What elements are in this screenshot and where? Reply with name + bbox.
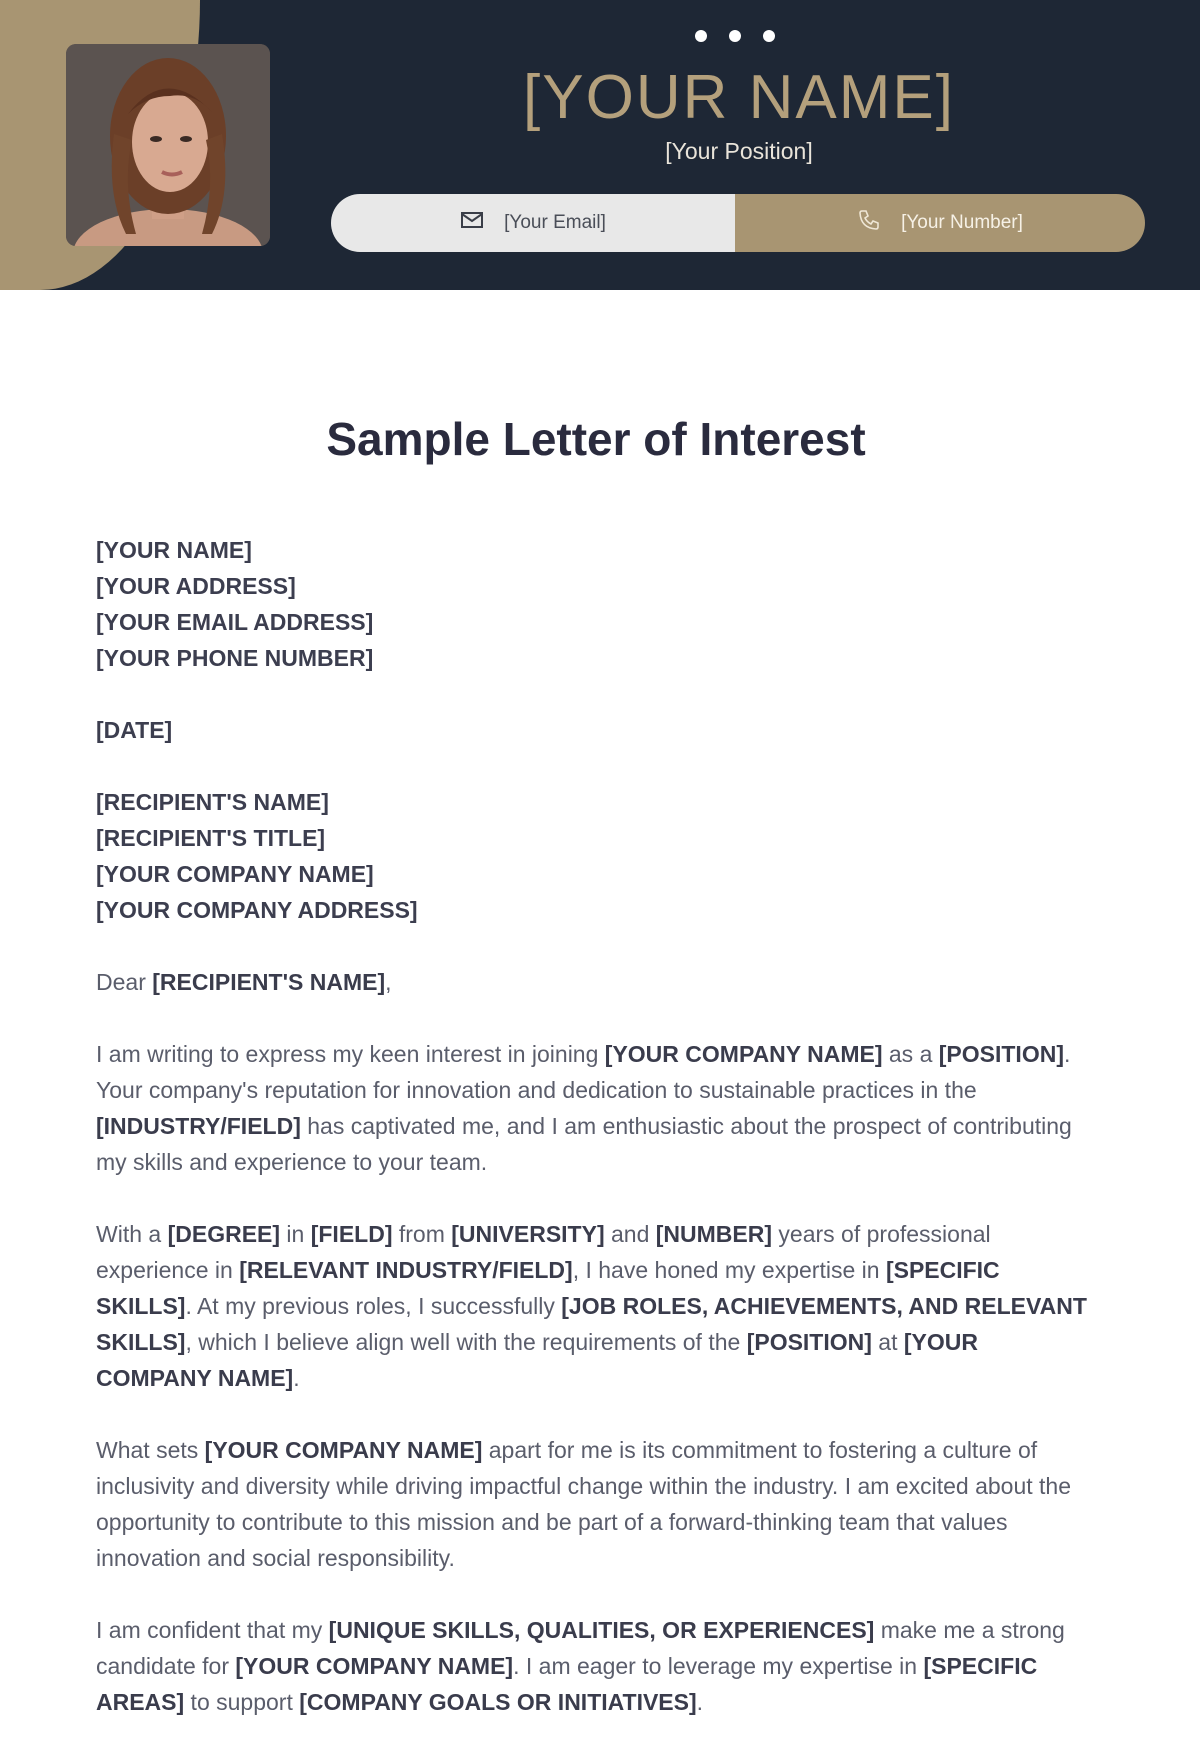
letter-date: [DATE] (96, 717, 173, 743)
email-text: [Your Email] (504, 212, 606, 233)
body-text-run: I am writing to express my keen interest in joining (96, 1041, 605, 1067)
salutation-name: [RECIPIENT'S NAME] (152, 969, 386, 995)
placeholder-field: [SPECIFIC AREAS] (96, 1653, 1038, 1715)
body-text-run: What sets (96, 1437, 205, 1463)
phone-icon (857, 208, 881, 238)
body-paragraph (96, 1216, 1096, 1396)
body-paragraph (96, 1432, 1096, 1576)
body-text-run: in (280, 1221, 311, 1247)
recipient-title: [RECIPIENT'S TITLE] (96, 825, 326, 851)
dot (729, 30, 741, 42)
body-text-run: make me a strong candidate for (96, 1617, 1065, 1679)
phone-text: [Your Number] (901, 212, 1023, 233)
body-text-run: . I am eager to leverage my expertise in (513, 1653, 924, 1679)
placeholder-field: [UNIQUE SKILLS, QUALITIES, OR EXPERIENCES] (328, 1617, 875, 1643)
placeholder-field: [INDUSTRY/FIELD] (96, 1113, 301, 1139)
envelope-icon (460, 210, 484, 236)
placeholder-field: [DEGREE] (167, 1221, 281, 1247)
placeholder-field: [RELEVANT INDUSTRY/FIELD] (239, 1257, 573, 1283)
body-text-run: as a (882, 1041, 939, 1067)
placeholder-field: [NUMBER] (655, 1221, 773, 1247)
header-name: [YOUR NAME] (523, 63, 955, 132)
placeholder-field: [FIELD] (310, 1221, 393, 1247)
address-block (96, 532, 1096, 928)
placeholder-field: [YOUR COMPANY NAME] (604, 1041, 883, 1067)
body-text-run: . At my previous roles, I successfully (185, 1293, 562, 1319)
dot (695, 30, 707, 42)
salutation (96, 964, 1096, 1000)
body-text-run: I am confident that my (96, 1617, 329, 1643)
body-text-run: , I have honed my expertise in (572, 1257, 886, 1283)
contact-bar (331, 194, 1145, 252)
dot (763, 30, 775, 42)
body-text-run: to support (184, 1689, 300, 1715)
profile-photo (66, 44, 270, 246)
body-text-run: from (392, 1221, 452, 1247)
sender-phone: [YOUR PHONE NUMBER] (96, 645, 374, 671)
phone-contact[interactable] (735, 194, 1145, 252)
header-position: [Your Position] (665, 138, 813, 164)
body-text-run: . (293, 1365, 300, 1391)
salutation-suffix: , (385, 969, 392, 995)
body-text-run: , which I believe align well with the requirements of the (185, 1329, 747, 1355)
body-paragraph (96, 1612, 1096, 1720)
body-text-run: With a (96, 1221, 168, 1247)
sender-name: [YOUR NAME] (96, 537, 252, 563)
body-paragraph (96, 1036, 1096, 1180)
placeholder-field: [POSITION] (746, 1329, 872, 1355)
body-text-run: apart for me is its commitment to fostering a culture of inclusivity and diversity while driving impactful change within the industry. I am excited about the opportunity to contribute to this mission and be part of a forward-thinking team that values innovation and social responsibility. (96, 1437, 1071, 1571)
body-text-run: . (696, 1689, 704, 1715)
placeholder-field: [POSITION] (938, 1041, 1064, 1067)
placeholder-field: [YOUR COMPANY NAME] (96, 1329, 979, 1391)
letter-paragraphs (96, 1036, 1096, 1720)
placeholder-field: [SPECIFIC SKILLS] (96, 1257, 1000, 1319)
letter-title: Sample Letter of Interest (326, 413, 866, 465)
resume-header (0, 0, 1200, 290)
recipient-company: [YOUR COMPANY NAME] (96, 861, 374, 887)
recipient-name: [RECIPIENT'S NAME] (96, 789, 329, 815)
placeholder-field: [UNIVERSITY] (451, 1221, 605, 1247)
body-text-run: . Your company's reputation for innovation and dedication to sustainable practices in the (96, 1041, 1071, 1103)
decorative-dots (695, 30, 775, 42)
body-text-run: and (604, 1221, 656, 1247)
sender-address: [YOUR ADDRESS] (96, 573, 296, 599)
placeholder-field: [YOUR COMPANY NAME] (235, 1653, 514, 1679)
body-text-run: has captivated me, and I am enthusiastic about the prospect of contributing my skills and experience to your team. (96, 1113, 1072, 1175)
salutation-prefix: Dear (96, 969, 153, 995)
recipient-company-address: [YOUR COMPANY ADDRESS] (96, 897, 418, 923)
email-contact[interactable] (331, 194, 735, 252)
placeholder-field: [COMPANY GOALS OR INITIATIVES] (299, 1689, 697, 1715)
body-text-run: years of professional experience in (96, 1221, 991, 1283)
placeholder-field: [JOB ROLES, ACHIEVEMENTS, AND RELEVANT SKILLS] (96, 1293, 1087, 1355)
body-text-run: at (871, 1329, 904, 1355)
sender-email: [YOUR EMAIL ADDRESS] (96, 609, 374, 635)
placeholder-field: [YOUR COMPANY NAME] (204, 1437, 483, 1463)
letter-body (96, 964, 1096, 1756)
